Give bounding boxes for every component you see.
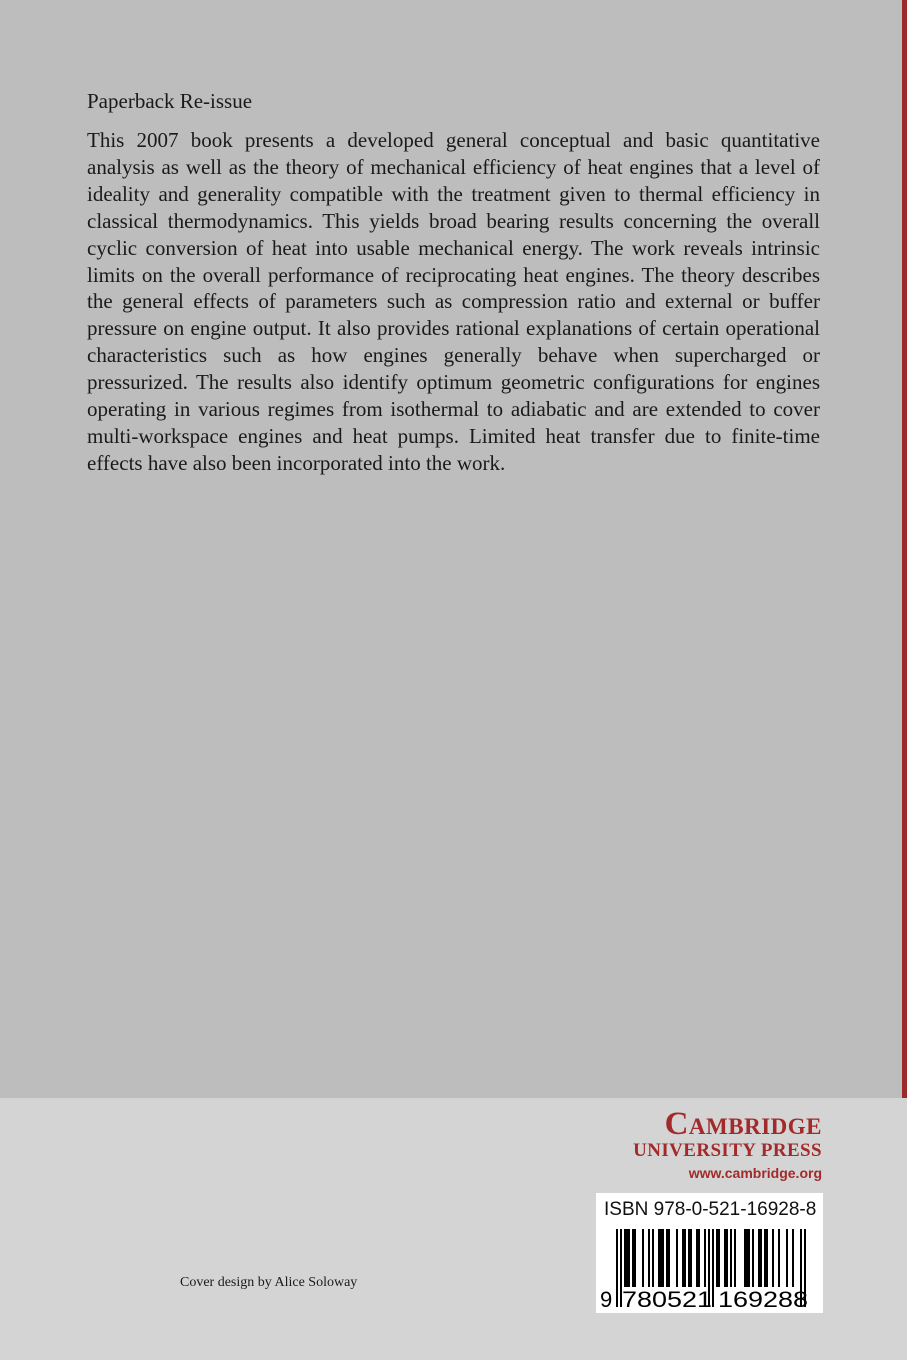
barcode-bar [696, 1229, 698, 1287]
barcode-bar [752, 1229, 754, 1287]
barcode-bar [778, 1229, 780, 1287]
edition-label: Paperback Re-issue [87, 89, 253, 113]
barcode-bar [628, 1229, 630, 1287]
barcode-left-digits: 780521 [622, 1287, 712, 1311]
publisher-name: Cambridge [664, 1106, 822, 1142]
barcode-bar [688, 1229, 690, 1287]
barcode-bar [698, 1229, 700, 1287]
barcode-bar [766, 1229, 768, 1287]
barcode-bar [724, 1229, 726, 1287]
barcode-bar [676, 1229, 678, 1287]
barcode-bar [652, 1229, 654, 1287]
barcode-bar [792, 1229, 794, 1287]
publisher-logo [594, 1106, 822, 1182]
book-description: This 2007 book presents a developed general conceptual and basic quantitative analysis as well as the theory of mechanical efficiency of heat engines that a level of ideality and generality compatible with the treatment given to thermal efficiency in classical thermodynamics. This yields broad bearing results concerning the overall cyclic conversion of heat into usable mechanical energy. The work reveals intrinsic limits on the overall performance of reciprocating heat engines. The theory describes the general effects of parameters such as compression ratio and external or buffer pressure on engine output. It also provides rational explanations of certain operational characteristics such as how engines generally behave when supercharged or pressurized. The results also identify optimum geometric configurations for engines operating in various regimes from isothermal to adiabatic and are extended to cover multi-workspace engines and heat pumps. Limited heat transfer due to finite-time effects have also been incorporated into the work. [87, 128, 820, 475]
barcode-bar [658, 1229, 660, 1287]
barcode-bar [666, 1229, 668, 1287]
barcode-bar [648, 1229, 650, 1287]
barcode-bar [746, 1229, 748, 1287]
barcode-right-digits: 169288 [718, 1287, 808, 1311]
barcode-bar [730, 1229, 732, 1287]
barcode-bar [718, 1229, 720, 1287]
barcode-bar [642, 1229, 644, 1287]
barcode-bar [682, 1229, 684, 1287]
publisher-subtitle: UNIVERSITY PRESS [633, 1140, 822, 1161]
publisher-url: www.cambridge.org [688, 1165, 822, 1181]
barcode-bar [690, 1229, 692, 1287]
barcode-bar [748, 1229, 750, 1287]
barcode-bar [632, 1229, 634, 1287]
barcode-bar [734, 1229, 736, 1287]
isbn-barcode-block [596, 1193, 823, 1313]
barcode-bar [668, 1229, 670, 1287]
barcode-bar [786, 1229, 788, 1287]
barcode-bar [616, 1229, 618, 1307]
barcode-bar [634, 1229, 636, 1287]
barcode-bar [744, 1229, 746, 1287]
barcode-first-digit: 9 [600, 1287, 613, 1311]
barcode-bar [764, 1229, 766, 1287]
isbn-label: ISBN 978-0-521-16928-8 [604, 1199, 817, 1220]
barcode-icon [596, 1227, 823, 1311]
barcode-bar [704, 1229, 706, 1287]
barcode-bar [712, 1229, 714, 1307]
barcode-bar [684, 1229, 686, 1287]
barcode-bar [760, 1229, 762, 1287]
barcode-bar [758, 1229, 760, 1287]
barcode-bar [716, 1229, 718, 1287]
barcode-bar [660, 1229, 662, 1287]
barcode-bar [726, 1229, 728, 1287]
barcode-bar [662, 1229, 664, 1287]
barcode-bar [626, 1229, 628, 1287]
cover-design-credit: Cover design by Alice Soloway [180, 1275, 358, 1290]
barcode-bar [772, 1229, 774, 1287]
barcode-bar [624, 1229, 626, 1287]
spine-edge-stripe [902, 0, 907, 1098]
